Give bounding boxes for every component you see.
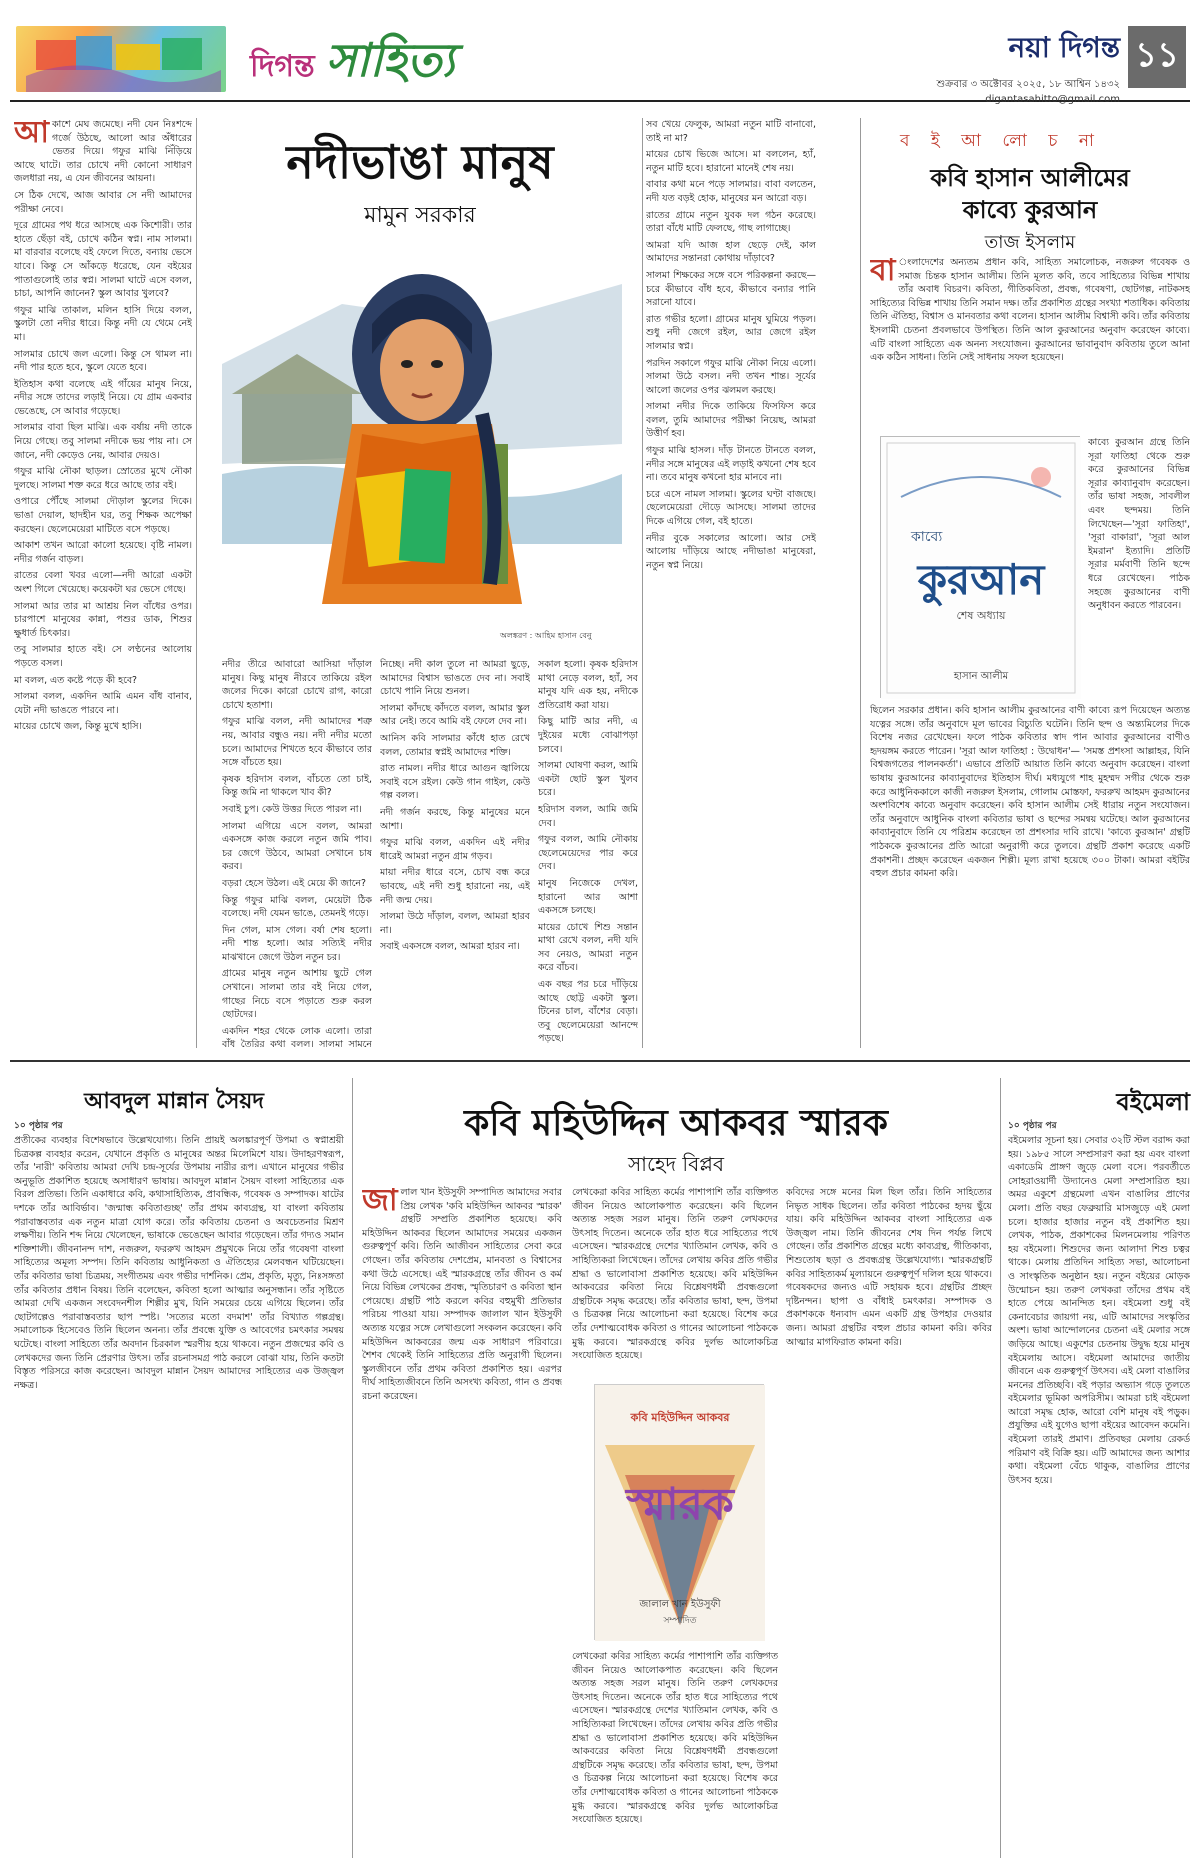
fair-body bbox=[1008, 1134, 1190, 1858]
column-divider bbox=[196, 118, 197, 1048]
column-divider bbox=[642, 118, 643, 1048]
story-paragraph: দিন গেল, মাস গেল। বর্ষা শেষ হলো। নদী শান্ত হলো। আর সত্যিই নদীর মাঝখানে জেগে উঠল নতুন চর। bbox=[222, 924, 372, 963]
story-paragraph: রাত নামল। নদীর ধারে আগুন জ্বালিয়ে সবাই বসে রইল। কেউ গান গাইল, কেউ গল্প বলল। bbox=[380, 763, 530, 802]
memorial-col-3 bbox=[786, 1186, 992, 1858]
review-paragraph: কাব্যে কুরআন গ্রন্থে তিনি সূরা ফাতিহা থেকে শুরু করে কুরআনের বিভিন্ন সূরার কাব্যানুবাদ করেছেন। তাঁর ভাষা সহজ, সাবলীল এবং ছন্দময়। তিনি লিখেছেন—'সূরা ফাতিহা', 'সূরা বাকারা', 'সূরা আল ইমরান' ইত্যাদি। প্রতিটি সূরার মর্মবাণী তিনি ছন্দে ধরে রেখেছেন। পাঠক সহজে কুরআনের বাণী অনুধাবন করতে পারবেন। bbox=[1088, 437, 1190, 612]
column-divider bbox=[860, 118, 861, 1048]
story-paragraph: সালমা ঘোষণা করল, আমি একটা ছোট স্কুল খুলব চরে। bbox=[538, 760, 638, 799]
story-paragraph: রাতের গ্রামে নতুন যুবক দল গঠন করেছে। তারা বাঁধে মাটি ফেলছে, গাছ লাগাচ্ছে। bbox=[646, 209, 816, 235]
story-paragraph: গফুর বলল, আমি নৌকায় ছেলেমেয়েদের পার করে দেব। bbox=[538, 834, 638, 873]
story-paragraph: সালমা শিক্ষকের সঙ্গে বসে পরিকল্পনা করছে—চরে কীভাবে বাঁধ হবে, কীভাবে বন্যার পানি সরানো যাবে। bbox=[646, 269, 816, 309]
memorial-headline: কবি মহিউদ্দিন আকবর স্মারক bbox=[464, 1102, 888, 1144]
story-paragraph: সালমা উঠে দাঁড়াল, বলল, আমরা হারব না। bbox=[380, 911, 530, 936]
memorial-paragraph: লাল খান ইউসুফী সম্পাদিত আমাদের সবার প্রিয় লেখক 'কবি মহিউদ্দিন আকবর স্মারক' গ্রন্থটি সম্প্রতি প্রকাশিত হয়েছে। কবি মহিউদ্দিন আকবর ছিলেন আমাদের সময়ের একজন গুরুত্বপূর্ণ কবি। তিনি আজীবন সাহিত্যের সেবা করে গেছেন। তাঁর কবিতায় দেশপ্রেম, মানবতা ও বিশ্বাসের কথা উঠে এসেছে। এই স্মারকগ্রন্থে তাঁর জীবন ও কর্ম নিয়ে বিভিন্ন লেখকের প্রবন্ধ, স্মৃতিচারণ ও কবিতা স্থান পেয়েছে। গ্রন্থটি পাঠ করলে কবির বহুমুখী প্রতিভার পরিচয় পাওয়া যায়। সম্পাদক জালাল খান ইউসুফী অত্যন্ত যত্নের সঙ্গে লেখাগুলো সংকলন করেছেন। কবি মহিউদ্দিন আকবরের জন্ম এক সাধারণ পরিবারে। শৈশব থেকেই তিনি সাহিত্যের প্রতি অনুরাগী ছিলেন। স্কুলজীবনে তাঁর প্রথম কবিতা প্রকাশিত হয়। এরপর দীর্ঘ সাহিত্যজীবনে তিনি অসংখ্য কবিতা, গান ও প্রবন্ধ রচনা করেছেন। bbox=[362, 1187, 562, 1402]
story-paragraph: বাবার কথা মনে পড়ে সালমার। বাবা বলতেন, নদী যত বড়ই হোক, মানুষের মন আরো বড়। bbox=[646, 179, 816, 204]
review-book-cover bbox=[880, 436, 1080, 698]
story-paragraph: সালমা কাঁদছে কাঁদতে বলল, আমার স্কুল আর নেই। তবে আমি বই ফেলে দেব না। bbox=[380, 702, 530, 728]
story-illustration bbox=[222, 244, 622, 634]
book-cover-top: কাব্যে bbox=[911, 529, 943, 545]
story-col-1 bbox=[14, 118, 192, 1048]
section-title bbox=[250, 26, 455, 102]
story-paragraph: গফুর মাঝি হাসল। দাঁড় টানতে টানতে বলল, নদীর সঙ্গে মানুষের এই লড়াই কখনো শেষ হবে না। তবে মানুষ কখনো হার মানবে না। bbox=[646, 445, 816, 484]
story-col-3 bbox=[380, 658, 530, 1048]
story-paragraph: নদী গর্জন করছে, কিন্তু মানুষের মনে আশা। bbox=[380, 806, 530, 832]
story-paragraph: সালমার চোখে জল এলো। কিন্তু সে থামল না। নদী পার হতে হবে, স্কুলে যেতে হবে। bbox=[14, 348, 192, 374]
story-paragraph: সব খেয়ে ফেলুক, আমরা নতুন মাটি বানাবো, তাই না মা? bbox=[646, 119, 816, 144]
story-paragraph: সবাই চুপ। কেউ উত্তর দিতে পারল না। bbox=[222, 803, 362, 815]
story-paragraph: দূরে গ্রামের পথ ধরে আসছে এক কিশোরী। তার হাতে ছেঁড়া বই, চোখে কঠিন স্বপ্ন। নাম সালমা। মা বারবার বলেছে বই ফেলে দিতে, বন্যায় ভেসে যাবে। কিন্তু সে আঁকড়ে ধরেছে, যেন বইয়ের পাতাগুলোই তার স্বপ্ন। সালমা ঘাটে এসে বলল, চাচা, আপনি জানেন? স্কুল আবার খুলবে? bbox=[14, 220, 192, 300]
cover-role: সম্পাদিত bbox=[663, 1616, 697, 1626]
story-paragraph: মানুষ নিজেকে দেখল, হারানো আর আশা একসঙ্গে চলছে। bbox=[538, 877, 638, 917]
story-paragraph: কিছু মাটি আর নদী, এ দুইয়ের মধ্যে বোঝাপড়া চলবে। bbox=[538, 716, 638, 755]
story-paragraph: চরে এসে নামল সালমা। স্কুলের ঘণ্টা বাজছে। ছেলেমেয়েরা দৌড়ে আসছে। সালমা তাদের দিকে এগিয়ে গেল, বই হাতে। bbox=[646, 488, 816, 528]
story-paragraph: ওপারে পৌঁছে সালমা দৌড়াল স্কুলের দিকে। ভাঙা দেয়াল, ছাদহীন ঘর, তবু শিক্ষক অপেক্ষা করছেন। ছেলেমেয়েরা মাটিতে বসে পড়ছে। bbox=[14, 496, 192, 535]
story-paragraph: তবু সালমার হাতে বই। সে লণ্ঠনের আলোয় পড়তে বসল। bbox=[14, 644, 192, 669]
story-paragraph: আকাশ তখন আরো কালো হয়েছে। বৃষ্টি নামল। নদীর গর্জন বাড়ল। bbox=[14, 540, 192, 565]
masthead-meta bbox=[936, 26, 1120, 105]
story-paragraph: আমরা যদি আজ হাল ছেড়ে দেই, কাল আমাদের সন্তানরা কোথায় দাঁড়াবে? bbox=[646, 239, 816, 265]
review-title-line1: কবি হাসান আলীমের bbox=[930, 163, 1130, 192]
memorial-col-2b bbox=[572, 1650, 778, 1858]
memorial-drop-cap: জা bbox=[362, 1186, 398, 1218]
story-paragraph: মায়ের চোখ ভিজে আসে। মা বললেন, হ্যাঁ, নতুন মাটি হবে। হারানো মানেই শেষ নয়। bbox=[646, 149, 816, 174]
story-paragraph: সকাল হলো। কৃষক হরিদাস মাথা নেড়ে বলল, হ্যাঁ, সব মানুষ যদি এক হয়, নদীকে প্রতিরোধ করা যায়। bbox=[538, 659, 638, 711]
story-paragraph: রাত গভীর হলো। গ্রামের মানুষ ঘুমিয়ে পড়ল। শুধু নদী জেগে রইল, আর জেগে রইল সালমার স্বপ্ন। bbox=[646, 313, 816, 352]
story-paragraph: গফুর মাঝি বলল, নদী আমাদের শত্রু নয়, আবার বন্ধুও নয়। নদী নদীর মতো চলে। আমাদের শিখতে হবে কীভাবে তার সঙ্গে বাঁচতে হয়। bbox=[222, 716, 372, 769]
story-paragraph: গফুর মাঝি বলল, একদিন এই নদীর ধারেই আমরা নতুন গ্রাম গড়ব। bbox=[380, 837, 530, 862]
story-paragraph: সালমা বলল, একদিন আমি এমন বাঁধ বানাব, যেটা নদী ভাঙতে পারবে না। bbox=[14, 691, 192, 716]
book-cover-author: হাসান আলীম bbox=[953, 671, 1009, 682]
story-paragraph: গ্রামের মানুষ নতুন আশায় ছুটে গেল সেখানে। সালমা তার বই নিয়ে গেল, গাছের নিচে বসে পড়াতে শুরু করল ছোটদের। bbox=[222, 968, 372, 1021]
story-paragraph: সবাই একসঙ্গে বলল, আমরা হারব না। bbox=[380, 941, 520, 953]
cover-title: স্মারক bbox=[626, 1479, 734, 1530]
section-title-part2: সাহিত্য bbox=[325, 33, 455, 87]
review-title-line2: কাব্যে কুরআন bbox=[962, 195, 1098, 224]
story-drop-cap: আ bbox=[14, 118, 49, 150]
story-paragraph: সে ঠিক দেখে, আজ আবার সে নদী আমাদের পরীক্ষা নেবে। bbox=[14, 189, 192, 215]
story-byline: মামুন সরকার bbox=[364, 203, 476, 228]
story-col-4 bbox=[538, 658, 638, 1048]
newspaper-logo: নয়া দিগন্ত bbox=[1008, 31, 1120, 64]
story-paragraph: গফুর মাঝি নৌকা ছাড়ল। স্রোতের মুখে নৌকা দুলছে। সালমা শক্ত করে ধরে আছে তার বই। bbox=[14, 466, 192, 491]
story-paragraph: রাতের বেলা খবর এলো—নদী আরো একটা অংশ গিলে খেয়েছে। কয়েকটা ঘর ভেসে গেছে। bbox=[14, 570, 192, 595]
cover-editor: জালাল খান ইউসুফী bbox=[639, 1599, 721, 1610]
story-paragraph: বড়রা হেসে উঠল। এই মেয়ে কী জানে? bbox=[222, 877, 366, 889]
page-number: ১১ bbox=[1128, 26, 1186, 88]
story-paragraph: মা বলল, এত কষ্টে পড়ে কী হবে? bbox=[14, 674, 138, 686]
review-section-tag: ব ই আ লো চ না bbox=[900, 131, 1102, 151]
fair-continued: ১০ পৃষ্ঠার পর bbox=[1008, 1121, 1057, 1131]
essay-continued: ১০ পৃষ্ঠার পর bbox=[14, 1121, 63, 1131]
story-paragraph: পরদিন সকালে গফুর মাঝি নৌকা নিয়ে এলো। সালমা উঠে বসল। নদী তখন শান্ত। সূর্যের আলো জলের ওপর ঝলমল করছে। bbox=[646, 357, 816, 396]
story-paragraph: মায়ের চোখে শিশু সন্তান মাথা রেখে বলল, নদী যদি সব নেয়ও, আমরা নতুন করে বাঁচব। bbox=[538, 921, 638, 974]
book-cover-subtitle: শেষ অধ্যায় bbox=[956, 609, 1006, 622]
memorial-paragraph: লেখকেরা কবির সাহিত্য কর্মের পাশাপাশি তাঁর ব্যক্তিগত জীবন নিয়েও আলোকপাত করেছেন। কবি ছিলেন অত্যন্ত সহজ সরল মানুষ। তিনি তরুণ লেখকদের উৎসাহ দিতেন। অনেকে তাঁর হাত ধরে সাহিত্যের পথে এসেছেন। স্মারকগ্রন্থে দেশের খ্যাতিমান লেখক, কবি ও সাহিত্যিকরা লিখেছেন। তাঁদের লেখায় কবির প্রতি গভীর শ্রদ্ধা ও ভালোবাসা প্রকাশিত হয়েছে। কবি মহিউদ্দিন আকবরের কবিতা নিয়ে বিশ্লেষণধর্মী প্রবন্ধগুলো গ্রন্থটিকে সমৃদ্ধ করেছে। তাঁর কবিতার ভাষা, ছন্দ, উপমা ও চিত্রকল্প নিয়ে আলোচনা করা হয়েছে। বিশেষ করে তাঁর দেশাত্মবোধক কবিতা ও গানের আলোচনা পাঠককে মুগ্ধ করবে। স্মারকগ্রন্থে কবির দুর্লভ আলোকচিত্র সংযোজিত হয়েছে। bbox=[572, 1651, 778, 1826]
masthead bbox=[10, 22, 1190, 105]
review-paragraph: ংলাদেশের অন্যতম প্রধান কবি, সাহিত্য সমালোচক, নজরুল গবেষক ও সমাজ চিন্তক হাসান আলীম। তিনি মূলত কবি, তবে সাহিত্যের বিভিন্ন শাখায় তাঁর অবাধ বিচরণ। কবিতা, গীতিকবিতা, প্রবন্ধ, গবেষণা, ছোটগল্প, নাটকসহ সাহিত্যের বিভিন্ন শাখায় তিনি সমান দক্ষ। তাঁর প্রকাশিত গ্রন্থের সংখ্যা শতাধিক। কবিতায় তিনি ঐতিহ্য, বিশ্বাস ও মানবতার কথা বলেন। হাসান আলীম বিশ্বাসী কবি। তাঁর কবিতায় ইসলামী চেতনা প্রবলভাবে উপস্থিত। তিনি আল কুরআনের অনুবাদ করেছেন কাব্যে। এটি বাংলা সাহিত্যে এক অনন্য সংযোজন। কুরআনের ভাবানুবাদ কবিতায় তুলে আনা এক কঠিন সাধনা। তিনি সেই সাধনায় সফল হয়েছেন। bbox=[870, 257, 1190, 364]
review-byline: তাজ ইসলাম bbox=[984, 232, 1076, 253]
review-paragraph: ছিলেন সরকার প্রধান। কবি হাসান আলীম কুরআনের বাণী কাব্যে রূপ দিয়েছেন অত্যন্ত যত্নের সঙ্গে। তাঁর অনুবাদে মূল ভাবের বিচ্যুতি ঘটেনি। তিনি ছন্দ ও অন্ত্যমিলের দিকে বিশেষ নজর রেখেছেন। ফলে পাঠক কবিতার স্বাদ পান আবার কুরআনের বাণীও হৃদয়ঙ্গম করতে পারেন। 'সূরা আল ফাতিহা : উদ্বোধন'— 'সমস্ত প্রশংসা আল্লাহর, যিনি বিশ্বজগতের পালনকর্তা'। এভাবে প্রতিটি আয়াত তিনি কাব্যে অনুবাদ করেছেন। বাংলা ভাষায় কুরআনের কাব্যানুবাদের ইতিহাস দীর্ঘ। মধ্যযুগে শাহ মুহম্মদ সগীর থেকে শুরু করে আধুনিককালে কাজী নজরুল ইসলাম, গোলাম মোস্তফা, ফররুখ আহমদ কুরআনের অংশবিশেষ কাব্যে অনুবাদ করেছেন। কবি হাসান আলীম সেই ধারায় নতুন সংযোজন। তাঁর অনুবাদে আধুনিক বাংলা কবিতার ভাষা ও ছন্দের সমন্বয় ঘটেছে। আল কুরআনের কাব্যানুবাদে তিনি যে পরিশ্রম করেছেন তা প্রশংসার দাবি রাখে। 'কাব্যে কুরআন' গ্রন্থটি পাঠককে কুরআনের প্রতি আরো অনুরাগী করে তুলবে। গ্রন্থটি প্রকাশ করেছে একটি প্রকাশনী। প্রচ্ছদ করেছেন একজন শিল্পী। মূল্য রাখা হয়েছে ৩০০ টাকা। আমরা বইটির বহুল প্রচার কামনা করি। bbox=[870, 705, 1190, 880]
contact-email: digantasahitto@gmail.com bbox=[985, 94, 1120, 105]
story-paragraph: একদিন শহর থেকে লোক এলো। তারা বাঁধ তৈরির কথা বলল। সালমা সামনে bbox=[222, 1025, 372, 1048]
story-paragraph: এক বছর পর চরে দাঁড়িয়ে আছে ছোট্ট একটা স্কুল। টিনের চাল, বাঁশের বেড়া। তবু ছেলেমেয়েরা আনন্দে পড়ছে। bbox=[538, 979, 638, 1045]
section-banner-illustration bbox=[16, 26, 226, 92]
story-col-5 bbox=[646, 118, 816, 1048]
story-paragraph: সালমা এগিয়ে এসে বলল, আমরা একসঙ্গে কাজ করলে নতুন জমি পাব। চর জেগে উঠবে, আমরা সেখানে চাষ করব। bbox=[222, 820, 372, 873]
story-paragraph: কাশে মেঘ জমেছে। নদী যেন নিঃশব্দে গর্জে উঠছে, আলো আর অঁধারের ভেতর দিয়ে। গফুর মাঝি নিঁড়িয়ে আছে ঘাটে। তার চোখে নদী কোনো সাধারণ জলধারা নয়, এ যেন জীবনের আয়না। bbox=[14, 119, 192, 185]
section-divider bbox=[10, 1060, 1190, 1062]
column-divider bbox=[352, 1078, 353, 1858]
issue-date: শুক্রবার ৩ অক্টোবর ২০২৫, ১৮ আশ্বিন ১৪৩২ bbox=[936, 79, 1120, 90]
story-paragraph: নিচ্ছে। নদী কাল তুলে না আমরা ছুড়ে, আমাদের বিশ্বাস ভাঙতে দেব না। সবাই চোখে পানি নিয়ে শুনল। bbox=[380, 659, 530, 698]
fair-paragraph: বইমেলার সূচনা হয়। সেবার ৩২টি স্টল বরাদ্দ করা হয়। ১৯৮৫ সালে সম্প্রসারণ করা হয় এবং বাংলা একাডেমি প্রাঙ্গণ জুড়ে মেলা বসে। পরবর্তীতে সোহরাওয়ার্দী উদ্যানেও মেলা সম্প্রসারিত হয়। অমর একুশে গ্রন্থমেলা এখন বাঙালির প্রাণের মেলা। প্রতি বছর ফেব্রুয়ারি মাসজুড়ে এই মেলা চলে। হাজার হাজার নতুন বই প্রকাশিত হয়। লেখক, পাঠক, প্রকাশকের মিলনমেলায় পরিণত হয় বইমেলা। শিশুদের জন্য আলাদা শিশু চত্বর থাকে। মেলায় প্রতিদিন সাহিত্য সভা, আলোচনা ও সাংস্কৃতিক অনুষ্ঠান হয়। নতুন বইয়ের মোড়ক উন্মোচন হয়। তরুণ লেখকরা তাঁদের প্রথম বই হাতে পেয়ে আনন্দিত হন। বইমেলা শুধু বই কেনাবেচার জায়গা নয়, এটি আমাদের সংস্কৃতির অংশ। ভাষা আন্দোলনের চেতনা এই মেলার সঙ্গে জড়িয়ে আছে। একুশের চেতনায় উদ্বুদ্ধ হয়ে মানুষ বইমেলায় আসে। বইমেলা আমাদের জাতীয় জীবনে এক গুরুত্বপূর্ণ উৎসব। এই মেলা বাঙালির মননের প্রতিচ্ছবি। বই পড়ার অভ্যাস গড়ে তুলতে বইমেলার ভূমিকা অপরিসীম। আমরা চাই বইমেলা আরো সমৃদ্ধ হোক, আরো বেশি মানুষ বই পড়ুক। প্রযুক্তির এই যুগেও ছাপা বইয়ের আবেদন কমেনি। বইমেলা তারই প্রমাণ। প্রতিবছর মেলায় রেকর্ড পরিমাণ বই বিক্রি হয়। এটি আমাদের জন্য আশার কথা। বইমেলা বেঁচে থাকুক, বাঙালির প্রাণের উৎসব হয়ে। bbox=[1008, 1135, 1190, 1486]
cover-top-text: কবি মহিউদ্দিন আকবর bbox=[630, 1411, 730, 1424]
story-paragraph: সালমা নদীর দিকে তাকিয়ে ফিসফিস করে বলল, তুমি আমাদের পরীক্ষা নিয়েছ, আমরা উত্তীর্ণ হব। bbox=[646, 401, 816, 440]
essay-paragraph: প্রতীকের ব্যবহার বিশেষভাবে উল্লেখযোগ্য। তিনি প্রায়ই অলঙ্কারপূর্ণ উপমা ও স্বপ্নাশ্রয়ী চিত্রকল্প ব্যবহার করেন, যেখানে প্রকৃতি ও মানুষের অন্তর মিলেমিশে যায়। উদাহরণস্বরূপ, তাঁর 'নারী' কবিতায় আমরা দেখি চন্দ্র-সূর্যের উপমায় নারীর রূপ। এখানে মানুষের গভীর অনুভূতি প্রকাশিত হয়েছে অসাধারণ ভাষায়। আবদুল মান্নান সৈয়দ বাংলা সাহিত্যের এক বিরল প্রতিভা। তিনি একাধারে কবি, কথাসাহিত্যিক, প্রাবন্ধিক, গবেষক ও সম্পাদক। ষাটের দশকে তাঁর আবির্ভাব। 'জন্মান্ধ কবিতাগুচ্ছ' তাঁর প্রথম কাব্যগ্রন্থ, যা বাংলা কবিতায় পরাবাস্তবতার এক নতুন মাত্রা যোগ করে। তাঁর কবিতায় চেতনা ও অবচেতনার মিশ্রণ লক্ষণীয়। তিনি শব্দ নিয়ে খেলেছেন, ভাষাকে ভেঙেছেন আবার গড়েছেন। তাঁর গদ্যও সমান শক্তিশালী। জীবনানন্দ দাশ, নজরুল, ফররুখ আহমদ প্রমুখকে নিয়ে তাঁর গবেষণা বাংলা সাহিত্যের অমূল্য সম্পদ। তিনি কবিতায় আধুনিকতা ও ঐতিহ্যের মেলবন্ধন ঘটিয়েছেন। তাঁর কবিতার ভাষা চিত্রময়, সংগীতময় এবং গভীর দার্শনিক। প্রেম, প্রকৃতি, মৃত্যু, নিঃসঙ্গতা তাঁর কবিতার প্রধান বিষয়। তিনি বলেছেন, কবিতা হলো আত্মার অনুসন্ধান। তাঁর সৃষ্টিতে আমরা দেখি একজন সংবেদনশীল শিল্পীর মুখ, যিনি সময়ের চেয়ে এগিয়ে ছিলেন। তাঁর ছোটগল্পেও পরাবাস্তবতার ছাপ স্পষ্ট। 'সত্যের মতো বদমাশ' তাঁর বিখ্যাত গল্পগ্রন্থ। সমালোচক হিসেবেও তিনি ছিলেন অনন্য। তাঁর প্রবন্ধে যুক্তি ও আবেগের চমৎকার সমন্বয় ঘটেছে। বাংলা সাহিত্যে তাঁর অবদান চিরকাল স্মরণীয় হয়ে থাকবে। নতুন প্রজন্মের কবি ও লেখকদের জন্য তিনি প্রেরণার উৎস। তাঁর রচনাসমগ্র পাঠ করলে বোঝা যায়, তিনি কতটা বিস্তৃত পরিসরে কাজ করেছেন। আবদুল মান্নান সৈয়দ আমাদের সাহিত্যের এক উজ্জ্বল নক্ষত্র। bbox=[14, 1135, 344, 1391]
story-headline: নদীভাঙা মানুষ bbox=[286, 135, 554, 189]
story-paragraph: হরিদাস বলল, আমি জমি দেব। bbox=[538, 803, 638, 829]
story-paragraph: মায়া নদীর ধারে বসে, চোখ বন্ধ করে ভাবছে, এই নদী শুধু হারানো নয়, এই নদী জন্ম দেয়। bbox=[380, 867, 530, 906]
memorial-col-2 bbox=[572, 1186, 778, 1376]
review-body-side bbox=[1088, 436, 1190, 698]
fair-title: বইমেলা bbox=[1116, 1087, 1190, 1116]
story-paragraph: নদীর তীরে আবারো আসিয়া দাঁড়াল মানুষ। কিছু মানুষ নীরবে তাকিয়ে রইল জলের দিকে। কারো চোখে রাগ, কারো চোখে হতাশা। bbox=[222, 659, 372, 711]
story-paragraph: ইতিহাস কথা বলেছে এই গাঁয়ের মানুষ নিয়ে, নদীর সঙ্গে তাদের লড়াই নিয়ে। যে গ্রাম একবার ভেঙেছে, সে আবার গড়েছে। bbox=[14, 378, 192, 417]
story-paragraph: কিন্তু গফুর মাঝি বলল, মেয়েটা ঠিক বলেছে। নদী যেমন ভাঙে, তেমনই গড়ে। bbox=[222, 894, 372, 920]
story-paragraph: সালমা আর তার মা আশ্রয় নিল বাঁধের ওপর। চারপাশে মানুষের কান্না, পশুর ডাক, শিশুর ক্ষুধার্ত চিৎকার। bbox=[14, 600, 192, 639]
illustration-credit: অলঙ্করণ : আহিম হাসান বেনু bbox=[500, 631, 592, 640]
story-paragraph: আনিস কবি সালমার কাঁধে হাত রেখে বলল, তোমার স্বপ্নই আমাদের শক্তি। bbox=[380, 732, 530, 758]
review-drop-cap: বা bbox=[870, 256, 896, 288]
section-title-part1: দিগন্ত bbox=[250, 49, 315, 84]
book-cover-title: কুরআন bbox=[917, 555, 1045, 604]
memorial-col-1 bbox=[362, 1186, 562, 1858]
memorial-byline: সাহেদ বিপ্লব bbox=[627, 1152, 725, 1176]
review-body-top bbox=[870, 256, 1190, 426]
memorial-book-cover bbox=[594, 1384, 764, 1640]
memorial-paragraph: লেখকেরা কবির সাহিত্য কর্মের পাশাপাশি তাঁর ব্যক্তিগত জীবন নিয়েও আলোকপাত করেছেন। কবি ছিলেন অত্যন্ত সহজ সরল মানুষ। তিনি তরুণ লেখকদের উৎসাহ দিতেন। অনেকে তাঁর হাত ধরে সাহিত্যের পথে এসেছেন। স্মারকগ্রন্থে দেশের খ্যাতিমান লেখক, কবি ও সাহিত্যিকরা লিখেছেন। তাঁদের লেখায় কবির প্রতি গভীর শ্রদ্ধা ও ভালোবাসা প্রকাশিত হয়েছে। কবি মহিউদ্দিন আকবরের কবিতা নিয়ে বিশ্লেষণধর্মী প্রবন্ধগুলো গ্রন্থটিকে সমৃদ্ধ করেছে। তাঁর কবিতার ভাষা, ছন্দ, উপমা ও চিত্রকল্প নিয়ে আলোচনা করা হয়েছে। বিশেষ করে তাঁর দেশাত্মবোধক কবিতা ও গানের আলোচনা পাঠককে মুগ্ধ করবে। স্মারকগ্রন্থে কবির দুর্লভ আলোকচিত্র সংযোজিত হয়েছে। bbox=[572, 1187, 778, 1362]
essay-body bbox=[14, 1134, 344, 1858]
column-divider bbox=[1000, 1078, 1001, 1858]
story-paragraph: কৃষক হরিদাস বলল, বাঁচতে তো চাই, কিন্তু জমি না থাকলে খাব কী? bbox=[222, 773, 372, 799]
memorial-paragraph: কবিদের সঙ্গে মনের মিল ছিল তাঁর। তিনি সাহিত্যের নিভৃত সাধক ছিলেন। তাঁর কবিতা পাঠকের হৃদয় ছুঁয়ে যায়। কবি মহিউদ্দিন আকবর বাংলা সাহিত্যের এক উজ্জ্বল নাম। তিনি জীবনের শেষ দিন পর্যন্ত লিখে গেছেন। তাঁর প্রকাশিত গ্রন্থের মধ্যে কাব্যগ্রন্থ, গীতিকাব্য, শিশুতোষ ছড়া ও প্রবন্ধগ্রন্থ উল্লেখযোগ্য। স্মারকগ্রন্থটি কবির সাহিত্যকর্ম মূল্যায়নে গুরুত্বপূর্ণ দলিল হয়ে থাকবে। গবেষকদের জন্যও এটি সহায়ক হবে। গ্রন্থটির প্রচ্ছদ দৃষ্টিনন্দন। ছাপা ও বাঁধাই চমৎকার। সম্পাদক ও প্রকাশককে ধন্যবাদ এমন একটি গ্রন্থ উপহার দেওয়ার জন্য। আমরা গ্রন্থটির বহুল প্রচার কামনা করি। কবির আত্মার মাগফিরাত কামনা করি। bbox=[786, 1187, 992, 1348]
story-col-2 bbox=[222, 658, 372, 1048]
story-paragraph: সালমার বাবা ছিল মাঝি। এক বর্ষায় নদী তাকে নিয়ে গেছে। তবু সালমা নদীকে ভয় পায় না। সে জানে, নদী কেড়েও নেয়, আবার দেয়ও। bbox=[14, 422, 192, 461]
story-paragraph: মায়ের চোখে জল, কিন্তু মুখে হাসি। bbox=[14, 721, 142, 733]
story-paragraph: নদীর বুকে সকালের আলো। আর সেই আলোয় দাঁড়িয়ে আছে নদীভাঙা মানুষেরা, নতুন স্বপ্ন নিয়ে। bbox=[646, 532, 816, 571]
story-paragraph: গফুর মাঝি তাকাল, মলিন হাসি দিয়ে বলল, স্কুলটা তো নদীর ধারে। কিন্তু নদী যে থেমে নেই মা। bbox=[14, 304, 192, 343]
essay-title: আবদুল মান্নান সৈয়দ bbox=[84, 1088, 264, 1114]
review-body-bottom bbox=[870, 704, 1190, 1048]
